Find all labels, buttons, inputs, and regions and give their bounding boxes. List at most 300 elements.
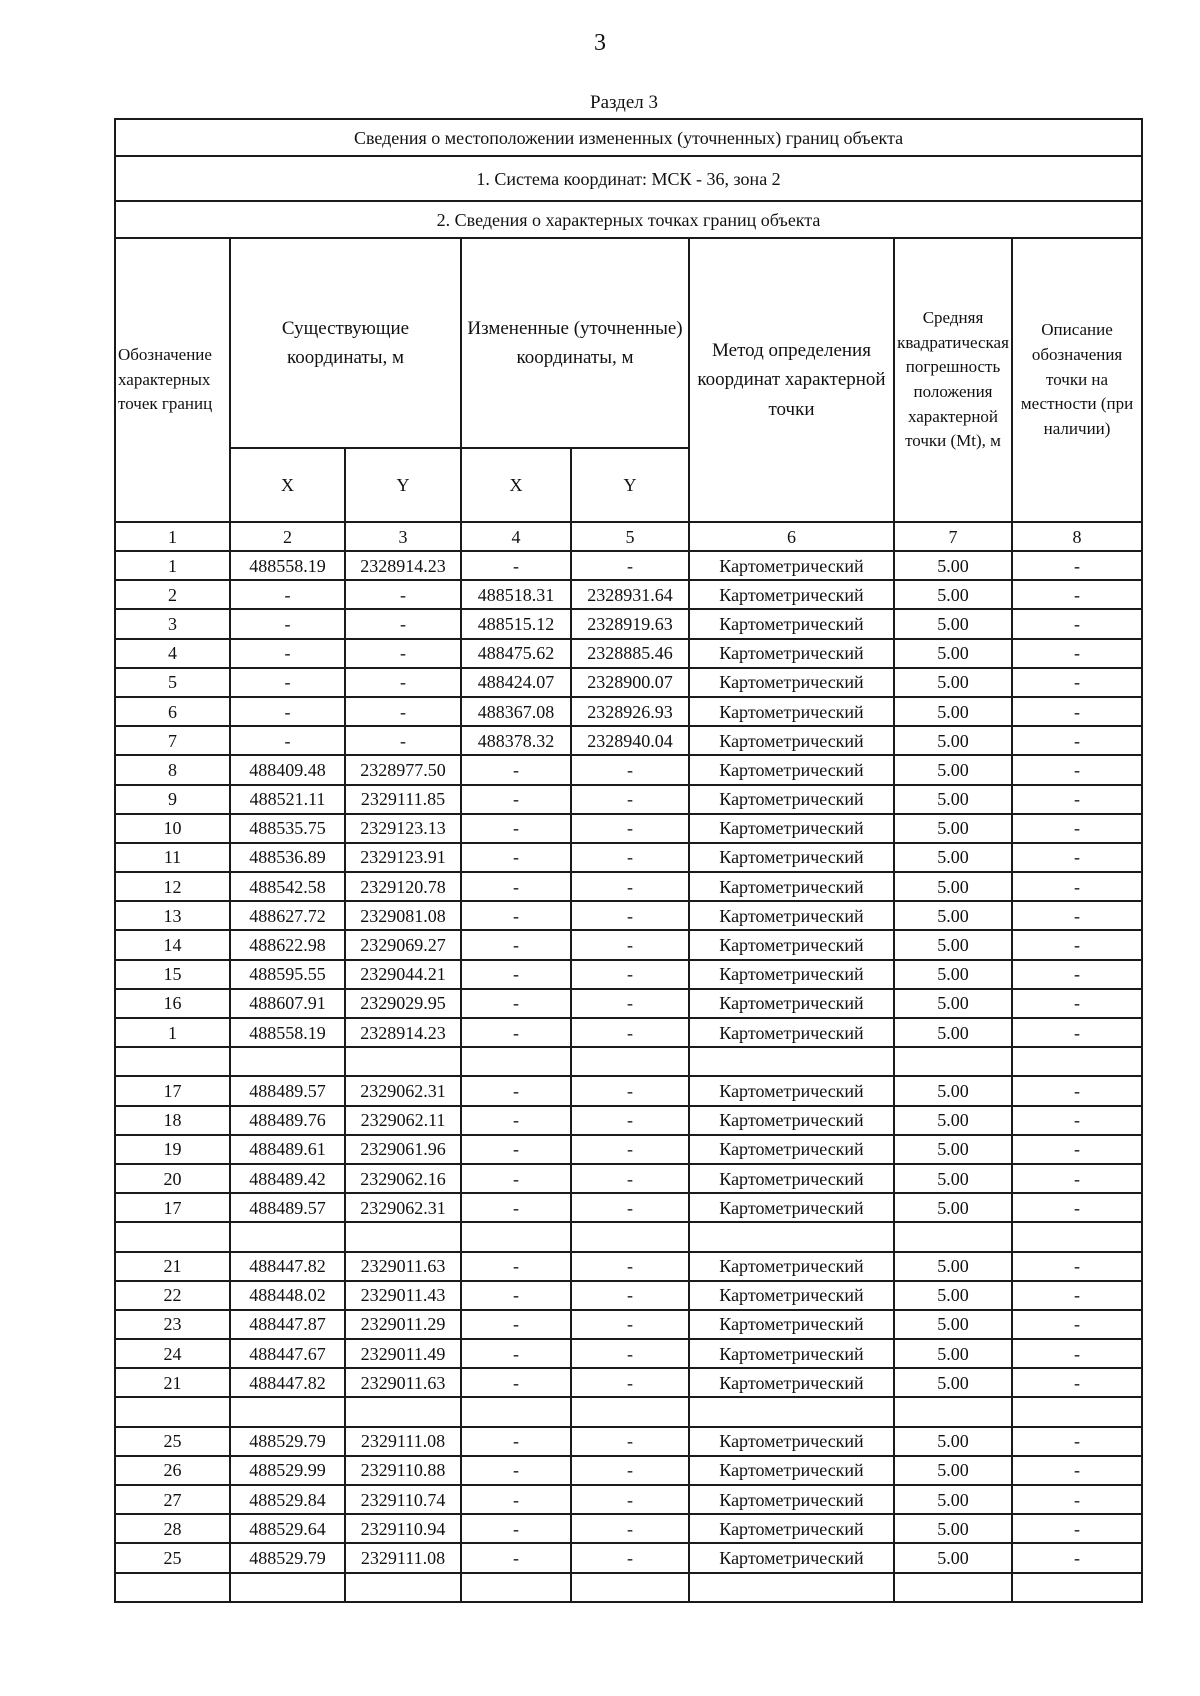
description-cell: - (1012, 1018, 1142, 1047)
changed-x-cell: - (461, 814, 571, 843)
column-number: 3 (345, 522, 461, 551)
error-cell: 5.00 (894, 1106, 1012, 1135)
table-row (115, 1573, 1142, 1602)
description-cell: - (1012, 1514, 1142, 1543)
error-cell: 5.00 (894, 785, 1012, 814)
method-cell: Картометрический (689, 1310, 894, 1339)
description-cell: - (1012, 930, 1142, 959)
table-row (115, 1514, 1142, 1543)
table-row (115, 755, 1142, 784)
column-number: 2 (230, 522, 345, 551)
method-cell: Картометрический (689, 551, 894, 580)
error-cell: 5.00 (894, 609, 1012, 638)
header-changed-coords: Измененные (уточненные) координаты, м (461, 238, 689, 448)
point-id-cell: 9 (115, 785, 230, 814)
method-cell (689, 1047, 894, 1076)
existing-y-cell: - (345, 726, 461, 755)
coord-system-row (115, 156, 1142, 201)
changed-x-cell: - (461, 1514, 571, 1543)
method-cell: Картометрический (689, 1252, 894, 1281)
method-cell: Картометрический (689, 872, 894, 901)
method-cell: Картометрический (689, 1106, 894, 1135)
point-id-cell: 3 (115, 609, 230, 638)
method-cell: Картометрический (689, 1339, 894, 1368)
existing-y-cell: - (345, 609, 461, 638)
changed-x-cell: - (461, 1135, 571, 1164)
description-cell: - (1012, 1135, 1142, 1164)
existing-y-cell: 2329110.94 (345, 1514, 461, 1543)
existing-x-cell: - (230, 609, 345, 638)
existing-y-cell (345, 1047, 461, 1076)
error-cell: 5.00 (894, 1368, 1012, 1397)
changed-x-cell: - (461, 1164, 571, 1193)
table-row (115, 1135, 1142, 1164)
description-cell: - (1012, 989, 1142, 1018)
changed-x-cell: - (461, 551, 571, 580)
existing-y-cell: 2329011.63 (345, 1368, 461, 1397)
error-cell: 5.00 (894, 930, 1012, 959)
existing-y-cell: 2329029.95 (345, 989, 461, 1018)
column-number: 1 (115, 522, 230, 551)
point-id-cell: 16 (115, 989, 230, 1018)
changed-x-cell: - (461, 1281, 571, 1310)
method-cell: Картометрический (689, 930, 894, 959)
column-numbers-row (115, 522, 1142, 551)
header-changed-x: X (461, 448, 571, 522)
column-number: 4 (461, 522, 571, 551)
table-row (115, 609, 1142, 638)
table-row (115, 1252, 1142, 1281)
description-cell (1012, 1397, 1142, 1426)
error-cell: 5.00 (894, 1339, 1012, 1368)
changed-x-cell: - (461, 1252, 571, 1281)
existing-y-cell: 2329062.16 (345, 1164, 461, 1193)
method-cell: Картометрический (689, 901, 894, 930)
changed-y-cell: - (571, 901, 689, 930)
description-cell: - (1012, 697, 1142, 726)
existing-x-cell: 488529.79 (230, 1427, 345, 1456)
changed-y-cell: - (571, 1164, 689, 1193)
description-cell: - (1012, 901, 1142, 930)
changed-x-cell: 488424.07 (461, 668, 571, 697)
point-id-cell: 17 (115, 1193, 230, 1222)
error-cell: 5.00 (894, 1281, 1012, 1310)
method-cell: Картометрический (689, 989, 894, 1018)
existing-y-cell: 2329120.78 (345, 872, 461, 901)
error-cell: 5.00 (894, 1193, 1012, 1222)
existing-x-cell: 488627.72 (230, 901, 345, 930)
changed-x-cell: - (461, 1193, 571, 1222)
existing-x-cell (230, 1397, 345, 1426)
error-cell: 5.00 (894, 1135, 1012, 1164)
existing-x-cell: 488607.91 (230, 989, 345, 1018)
table-row (115, 960, 1142, 989)
description-cell: - (1012, 609, 1142, 638)
table-row (115, 1281, 1142, 1310)
existing-y-cell (345, 1397, 461, 1426)
point-id-cell (115, 1573, 230, 1602)
changed-x-cell: - (461, 1018, 571, 1047)
existing-x-cell: 488622.98 (230, 930, 345, 959)
existing-y-cell (345, 1222, 461, 1251)
error-cell: 5.00 (894, 1310, 1012, 1339)
table-row (115, 843, 1142, 872)
existing-x-cell: 488542.58 (230, 872, 345, 901)
existing-x-cell: 488529.84 (230, 1485, 345, 1514)
existing-y-cell: 2329062.11 (345, 1106, 461, 1135)
description-cell: - (1012, 1368, 1142, 1397)
changed-x-cell: - (461, 1368, 571, 1397)
column-number: 7 (894, 522, 1012, 551)
changed-x-cell: - (461, 1427, 571, 1456)
existing-y-cell: 2329011.43 (345, 1281, 461, 1310)
existing-y-cell: 2329011.63 (345, 1252, 461, 1281)
table-row (115, 580, 1142, 609)
table-row (115, 814, 1142, 843)
existing-y-cell: - (345, 639, 461, 668)
existing-y-cell: - (345, 580, 461, 609)
existing-y-cell: 2329111.08 (345, 1427, 461, 1456)
column-number: 5 (571, 522, 689, 551)
existing-x-cell: 488521.11 (230, 785, 345, 814)
page-number: 3 (594, 30, 606, 56)
header-changed-y: Y (571, 448, 689, 522)
point-id-cell: 23 (115, 1310, 230, 1339)
table-row (115, 1368, 1142, 1397)
changed-x-cell: - (461, 1485, 571, 1514)
error-cell: 5.00 (894, 755, 1012, 784)
table-row (115, 668, 1142, 697)
description-cell (1012, 1573, 1142, 1602)
table-row (115, 1456, 1142, 1485)
error-cell (894, 1222, 1012, 1251)
header-existing-y: Y (345, 448, 461, 522)
changed-y-cell: - (571, 551, 689, 580)
changed-y-cell: - (571, 989, 689, 1018)
error-cell: 5.00 (894, 551, 1012, 580)
existing-x-cell: 488529.64 (230, 1514, 345, 1543)
description-cell: - (1012, 1485, 1142, 1514)
method-cell: Картометрический (689, 1485, 894, 1514)
changed-y-cell (571, 1573, 689, 1602)
table-row (115, 1164, 1142, 1193)
point-id-cell: 6 (115, 697, 230, 726)
changed-y-cell: - (571, 1135, 689, 1164)
existing-x-cell: 488595.55 (230, 960, 345, 989)
coord-system: 1. Система координат: МСК - 36, зона 2 (115, 156, 1142, 201)
method-cell: Картометрический (689, 1543, 894, 1572)
point-id-cell: 28 (115, 1514, 230, 1543)
header-existing-x: X (230, 448, 345, 522)
description-cell: - (1012, 1281, 1142, 1310)
changed-x-cell: 488518.31 (461, 580, 571, 609)
header-existing-coords: Существующие координаты, м (230, 238, 461, 448)
description-cell: - (1012, 1106, 1142, 1135)
changed-x-cell (461, 1573, 571, 1602)
changed-y-cell: - (571, 1281, 689, 1310)
table-row (115, 1047, 1142, 1076)
changed-x-cell: - (461, 901, 571, 930)
error-cell: 5.00 (894, 1164, 1012, 1193)
changed-y-cell: - (571, 930, 689, 959)
error-cell: 5.00 (894, 1427, 1012, 1456)
table-title: Сведения о местоположении измененных (уточненных) границ объекта (115, 119, 1142, 156)
changed-x-cell: - (461, 1339, 571, 1368)
existing-x-cell: 488489.57 (230, 1076, 345, 1105)
changed-x-cell: - (461, 755, 571, 784)
method-cell: Картометрический (689, 726, 894, 755)
changed-x-cell: 488515.12 (461, 609, 571, 638)
existing-x-cell: 488489.76 (230, 1106, 345, 1135)
table-row (115, 872, 1142, 901)
table-row (115, 1339, 1142, 1368)
description-cell: - (1012, 1193, 1142, 1222)
points-title: 2. Сведения о характерных точках границ объекта (115, 201, 1142, 238)
error-cell: 5.00 (894, 668, 1012, 697)
existing-y-cell: 2329011.49 (345, 1339, 461, 1368)
changed-y-cell: - (571, 1018, 689, 1047)
point-id-cell: 22 (115, 1281, 230, 1310)
method-cell (689, 1222, 894, 1251)
existing-y-cell: - (345, 697, 461, 726)
table-row (115, 1222, 1142, 1251)
existing-x-cell: - (230, 639, 345, 668)
description-cell: - (1012, 1339, 1142, 1368)
description-cell (1012, 1222, 1142, 1251)
changed-y-cell: - (571, 1193, 689, 1222)
error-cell: 5.00 (894, 1252, 1012, 1281)
error-cell: 5.00 (894, 639, 1012, 668)
method-cell: Картометрический (689, 1456, 894, 1485)
point-id-cell: 21 (115, 1252, 230, 1281)
existing-y-cell: 2329110.74 (345, 1485, 461, 1514)
error-cell: 5.00 (894, 697, 1012, 726)
point-id-cell: 25 (115, 1427, 230, 1456)
point-id-cell: 2 (115, 580, 230, 609)
changed-x-cell: - (461, 1543, 571, 1572)
changed-x-cell: - (461, 960, 571, 989)
description-cell: - (1012, 960, 1142, 989)
changed-y-cell: 2328926.93 (571, 697, 689, 726)
method-cell: Картометрический (689, 580, 894, 609)
changed-y-cell: - (571, 1543, 689, 1572)
existing-y-cell: 2329044.21 (345, 960, 461, 989)
existing-y-cell: 2329111.85 (345, 785, 461, 814)
existing-x-cell: 488536.89 (230, 843, 345, 872)
description-cell: - (1012, 1543, 1142, 1572)
existing-x-cell: 488535.75 (230, 814, 345, 843)
header-description: Описание обозначения точки на местности (при наличии) (1012, 238, 1142, 522)
header-point-designation: Обозначение характерных точек границ (115, 238, 230, 522)
changed-x-cell: - (461, 1076, 571, 1105)
changed-y-cell: - (571, 1368, 689, 1397)
changed-y-cell: - (571, 1514, 689, 1543)
table-row (115, 1485, 1142, 1514)
changed-x-cell: - (461, 1106, 571, 1135)
error-cell: 5.00 (894, 872, 1012, 901)
method-cell: Картометрический (689, 1427, 894, 1456)
table-row (115, 1076, 1142, 1105)
table-row (115, 639, 1142, 668)
changed-y-cell: - (571, 1076, 689, 1105)
method-cell: Картометрический (689, 755, 894, 784)
existing-x-cell: 488489.42 (230, 1164, 345, 1193)
description-cell: - (1012, 1076, 1142, 1105)
description-cell: - (1012, 1456, 1142, 1485)
description-cell: - (1012, 1427, 1142, 1456)
existing-y-cell: 2329111.08 (345, 1543, 461, 1572)
table-row (115, 901, 1142, 930)
existing-x-cell: 488558.19 (230, 551, 345, 580)
point-id-cell (115, 1222, 230, 1251)
table-row (115, 726, 1142, 755)
changed-x-cell: - (461, 1310, 571, 1339)
error-cell: 5.00 (894, 843, 1012, 872)
error-cell: 5.00 (894, 1076, 1012, 1105)
existing-x-cell: - (230, 697, 345, 726)
changed-y-cell: - (571, 814, 689, 843)
method-cell: Картометрический (689, 843, 894, 872)
existing-y-cell: 2329123.13 (345, 814, 461, 843)
table-row (115, 785, 1142, 814)
point-id-cell: 8 (115, 755, 230, 784)
boundary-points-table (114, 118, 1143, 1603)
point-id-cell: 1 (115, 1018, 230, 1047)
method-cell: Картометрический (689, 668, 894, 697)
description-cell: - (1012, 551, 1142, 580)
description-cell: - (1012, 755, 1142, 784)
existing-x-cell: 488489.57 (230, 1193, 345, 1222)
header-method: Метод определения координат характерной точки (689, 238, 894, 522)
point-id-cell: 13 (115, 901, 230, 930)
description-cell: - (1012, 785, 1142, 814)
error-cell (894, 1573, 1012, 1602)
point-id-cell: 20 (115, 1164, 230, 1193)
existing-x-cell: - (230, 668, 345, 697)
existing-y-cell: - (345, 668, 461, 697)
existing-y-cell: 2328914.23 (345, 1018, 461, 1047)
point-id-cell: 19 (115, 1135, 230, 1164)
point-id-cell: 26 (115, 1456, 230, 1485)
existing-x-cell (230, 1222, 345, 1251)
existing-y-cell: 2328914.23 (345, 551, 461, 580)
changed-y-cell: - (571, 1427, 689, 1456)
existing-x-cell: 488489.61 (230, 1135, 345, 1164)
description-cell: - (1012, 639, 1142, 668)
point-id-cell: 25 (115, 1543, 230, 1572)
error-cell: 5.00 (894, 814, 1012, 843)
changed-x-cell: - (461, 1456, 571, 1485)
point-id-cell: 12 (115, 872, 230, 901)
existing-x-cell: 488529.99 (230, 1456, 345, 1485)
table-row (115, 989, 1142, 1018)
existing-y-cell (345, 1573, 461, 1602)
changed-y-cell: 2328940.04 (571, 726, 689, 755)
column-number: 6 (689, 522, 894, 551)
point-id-cell: 10 (115, 814, 230, 843)
description-cell: - (1012, 1164, 1142, 1193)
existing-y-cell: 2329061.96 (345, 1135, 461, 1164)
changed-y-cell: - (571, 785, 689, 814)
changed-x-cell: - (461, 785, 571, 814)
method-cell: Картометрический (689, 1281, 894, 1310)
method-cell: Картометрический (689, 1018, 894, 1047)
changed-y-cell: - (571, 843, 689, 872)
changed-y-cell: 2328919.63 (571, 609, 689, 638)
existing-y-cell: 2329062.31 (345, 1076, 461, 1105)
existing-y-cell: 2329069.27 (345, 930, 461, 959)
table-row (115, 1018, 1142, 1047)
existing-x-cell: 488448.02 (230, 1281, 345, 1310)
error-cell: 5.00 (894, 580, 1012, 609)
changed-y-cell (571, 1397, 689, 1426)
error-cell: 5.00 (894, 989, 1012, 1018)
changed-y-cell: - (571, 1339, 689, 1368)
changed-y-cell (571, 1047, 689, 1076)
point-id-cell: 1 (115, 551, 230, 580)
error-cell: 5.00 (894, 901, 1012, 930)
description-cell: - (1012, 1310, 1142, 1339)
changed-x-cell: - (461, 989, 571, 1018)
changed-x-cell: - (461, 930, 571, 959)
point-id-cell (115, 1397, 230, 1426)
table-body (115, 119, 1142, 1602)
method-cell: Картометрический (689, 609, 894, 638)
method-cell (689, 1573, 894, 1602)
error-cell: 5.00 (894, 960, 1012, 989)
changed-x-cell: 488367.08 (461, 697, 571, 726)
table-row (115, 1193, 1142, 1222)
point-id-cell: 18 (115, 1106, 230, 1135)
error-cell: 5.00 (894, 726, 1012, 755)
table-row (115, 1427, 1142, 1456)
method-cell: Картометрический (689, 814, 894, 843)
point-id-cell: 17 (115, 1076, 230, 1105)
point-id-cell: 5 (115, 668, 230, 697)
point-id-cell: 11 (115, 843, 230, 872)
changed-x-cell (461, 1397, 571, 1426)
section-title: Раздел 3 (590, 92, 658, 113)
changed-x-cell: - (461, 872, 571, 901)
header-row (115, 238, 1142, 448)
changed-y-cell: 2328931.64 (571, 580, 689, 609)
error-cell (894, 1047, 1012, 1076)
points-title-row (115, 201, 1142, 238)
changed-y-cell (571, 1222, 689, 1251)
description-cell: - (1012, 580, 1142, 609)
method-cell: Картометрический (689, 697, 894, 726)
error-cell (894, 1397, 1012, 1426)
method-cell: Картометрический (689, 1193, 894, 1222)
changed-y-cell: - (571, 755, 689, 784)
description-cell: - (1012, 668, 1142, 697)
description-cell: - (1012, 872, 1142, 901)
error-cell: 5.00 (894, 1018, 1012, 1047)
existing-y-cell: 2329081.08 (345, 901, 461, 930)
existing-y-cell: 2328977.50 (345, 755, 461, 784)
method-cell: Картометрический (689, 960, 894, 989)
point-id-cell: 15 (115, 960, 230, 989)
table-row (115, 697, 1142, 726)
changed-x-cell: 488475.62 (461, 639, 571, 668)
error-cell: 5.00 (894, 1456, 1012, 1485)
table-row (115, 1106, 1142, 1135)
point-id-cell: 27 (115, 1485, 230, 1514)
changed-y-cell: - (571, 1106, 689, 1135)
method-cell: Картометрический (689, 1164, 894, 1193)
existing-x-cell: 488447.67 (230, 1339, 345, 1368)
table-row (115, 930, 1142, 959)
